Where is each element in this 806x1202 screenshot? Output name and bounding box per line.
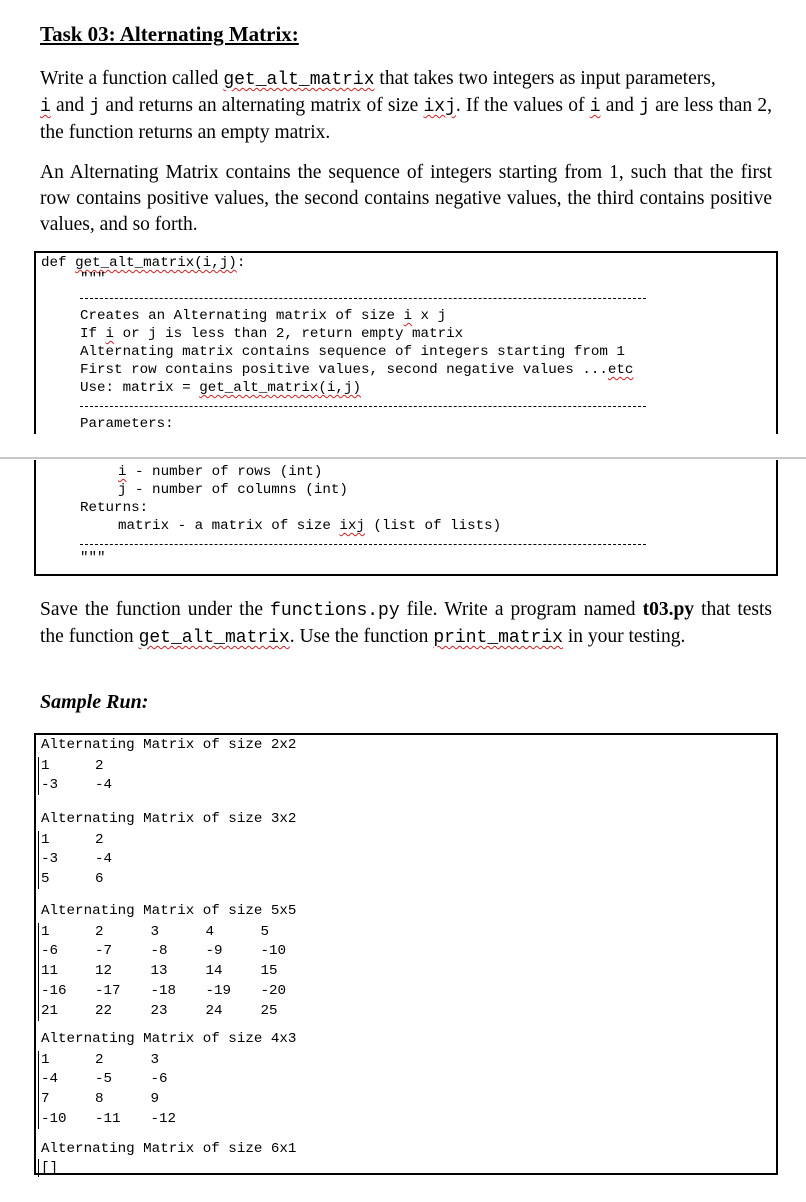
- matrix-title: Alternating Matrix of size 5x5: [41, 903, 297, 919]
- matrix-cell: -20: [260, 983, 287, 999]
- divider: [80, 544, 646, 545]
- matrix-cell: 14: [205, 963, 223, 979]
- matrix-row: [39, 831, 149, 849]
- docstring-open: """: [80, 271, 106, 287]
- matrix-cell: -10: [260, 943, 287, 959]
- docstring-close: """: [80, 550, 106, 566]
- matrix-cell: 2: [95, 758, 104, 774]
- matrix-cell: 5: [39, 869, 94, 889]
- page-break-line: [0, 457, 806, 459]
- matrix-cell: 6: [95, 871, 104, 887]
- matrix-cell: 2: [95, 1052, 104, 1068]
- def-line: def get_alt_matrix(i,j):: [41, 255, 246, 271]
- matrix-cell: 4: [205, 924, 215, 940]
- matrix-cell: -18: [150, 983, 177, 999]
- matrix-cell: -5: [95, 1071, 113, 1087]
- code-block-continued: [34, 460, 778, 576]
- matrix-cell: -9: [205, 943, 223, 959]
- matrix-row: [39, 869, 149, 889]
- matrix-cell: 12: [95, 963, 113, 979]
- matrix-cell: -8: [150, 943, 168, 959]
- matrix-cell: -4: [39, 1069, 94, 1089]
- doc-param-i: i - number of rows (int): [118, 464, 323, 480]
- matrix-cell: -10: [39, 1109, 94, 1129]
- matrix-cell: 7: [39, 1089, 94, 1109]
- doc-line-if: If i or j is less than 2, return empty matrix: [80, 326, 464, 342]
- matrix-row: [39, 775, 149, 795]
- doc-line-use: Use: matrix = get_alt_matrix(i,j): [80, 380, 361, 396]
- matrix-cell: 9: [150, 1091, 160, 1107]
- doc-line-first: First row contains positive values, second negative values ...etc: [80, 362, 634, 378]
- matrix-row: [39, 923, 314, 941]
- matrix-title: Alternating Matrix of size 3x2: [41, 811, 297, 827]
- matrix-cell: 5: [260, 924, 270, 940]
- matrix-cell: 23: [150, 1003, 168, 1019]
- matrix-cell: -17: [95, 983, 121, 999]
- matrix-cell: -6: [39, 941, 94, 961]
- matrix-cell: 1: [39, 923, 94, 941]
- matrix-cell: 8: [95, 1091, 104, 1107]
- matrix-cell: -3: [39, 849, 94, 869]
- doc-parameters-heading: Parameters:: [80, 416, 174, 432]
- doc-returns-heading: Returns:: [80, 500, 149, 516]
- matrix-cell: 22: [95, 1003, 113, 1019]
- matrix-row: [39, 1001, 314, 1021]
- matrix-row: [39, 1109, 204, 1129]
- matrix-output: [38, 757, 149, 795]
- matrix-cell: 1: [39, 1051, 94, 1069]
- matrix-row: [39, 1051, 204, 1069]
- matrix-row: [39, 1069, 204, 1089]
- matrix-row: [39, 961, 314, 981]
- matrix-output: [38, 923, 314, 1021]
- matrix-row: [39, 981, 314, 1001]
- function-name: get_alt_matrix: [223, 70, 375, 90]
- matrix-cell: 2: [95, 832, 104, 848]
- doc-returns-desc: matrix - a matrix of size ixj (list of lists): [118, 518, 502, 534]
- matrix-cell: 21: [39, 1001, 94, 1021]
- divider: [80, 298, 646, 299]
- matrix-cell: 3: [150, 1052, 160, 1068]
- matrix-cell: -7: [95, 943, 113, 959]
- matrix-row: [39, 757, 149, 775]
- matrix-cell: 1: [39, 757, 94, 775]
- matrix-title: Alternating Matrix of size 2x2: [41, 737, 297, 753]
- doc-param-j: j - number of columns (int): [118, 482, 348, 498]
- matrix-cell: -4: [95, 851, 113, 867]
- matrix-output: [38, 831, 149, 889]
- doc-line-alternating: Alternating matrix contains sequence of integers starting from 1: [80, 344, 625, 360]
- description-paragraph: An Alternating Matrix contains the sequence of integers starting from 1, such that the first row contains positive values, the second contains negative values, the third contains positive values, and so forth.: [40, 162, 772, 235]
- matrix-cell: 2: [95, 924, 104, 940]
- matrix-output: [38, 1051, 204, 1129]
- matrix-cell: 3: [150, 924, 160, 940]
- code-block: [34, 251, 778, 434]
- matrix-cell: -19: [205, 983, 232, 999]
- matrix-cell: -4: [95, 777, 113, 793]
- matrix-row: [39, 1089, 204, 1109]
- sample-run-output: [34, 733, 778, 1175]
- sample-run-heading: Sample Run:: [40, 691, 149, 713]
- save-paragraph: Save the function under the functions.py file. Write a program named t03.py that tests the function get_alt_matrix. Use the function print_matrix in your testing.: [40, 599, 772, 648]
- matrix-cell: 25: [260, 1003, 278, 1019]
- matrix-cell: 1: [39, 831, 94, 849]
- matrix-cell: -16: [39, 981, 94, 1001]
- intro-paragraph: Write a function called get_alt_matrix that takes two integers as input parameters, i and j and returns an alternating matrix of size ixj. If the values of i and j are less than 2, the function returns an empty matrix.: [40, 68, 773, 143]
- matrix-cell: -6: [150, 1071, 168, 1087]
- matrix-title: Alternating Matrix of size 6x1: [41, 1141, 297, 1157]
- empty-matrix: []: [38, 1159, 58, 1177]
- matrix-cell: 15: [260, 963, 278, 979]
- matrix-title: Alternating Matrix of size 4x3: [41, 1031, 297, 1047]
- divider: [80, 406, 646, 407]
- matrix-cell: 11: [39, 961, 94, 981]
- task-title: Task 03: Alternating Matrix:: [40, 22, 299, 46]
- matrix-cell: -11: [95, 1111, 121, 1127]
- matrix-cell: -3: [39, 775, 94, 795]
- matrix-cell: 24: [205, 1003, 223, 1019]
- matrix-cell: -12: [150, 1111, 177, 1127]
- matrix-cell: 13: [150, 963, 168, 979]
- matrix-row: [39, 849, 149, 869]
- matrix-row: [39, 941, 314, 961]
- doc-line-creates: Creates an Alternating matrix of size i x j: [80, 308, 447, 324]
